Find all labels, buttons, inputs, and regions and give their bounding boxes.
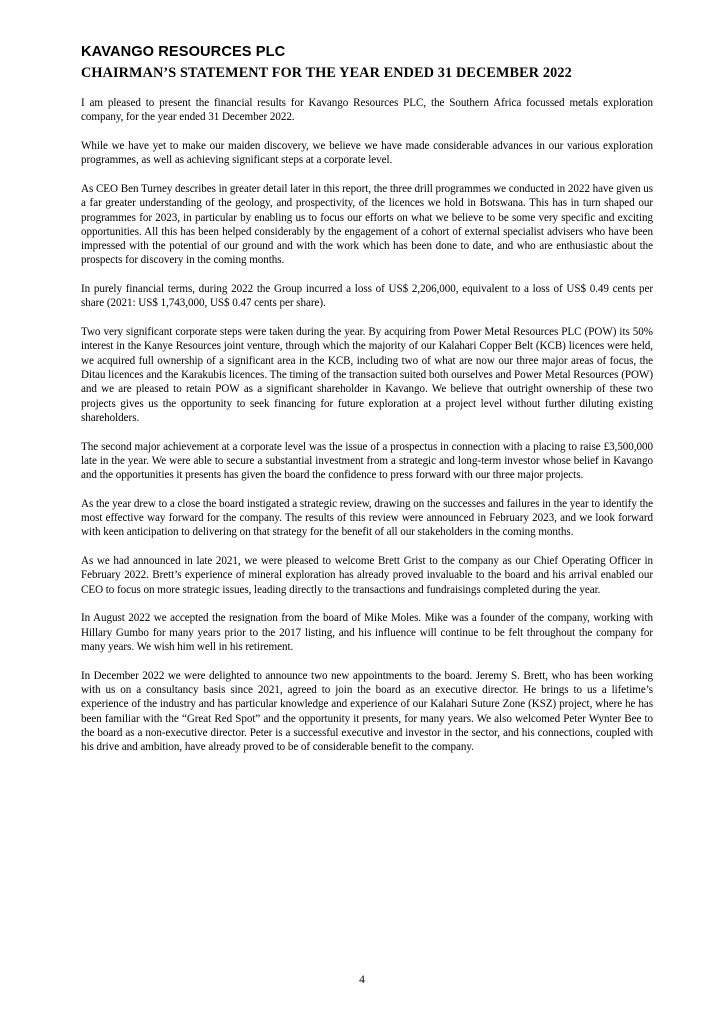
- statement-body: [81, 96, 653, 755]
- document-page: [81, 43, 653, 769]
- paragraph-strategic-review: As the year drew to a close the board instigated a strategic review, drawing on the successes and failures in the year to identify the most effective way forward for the company. The results of this review were announced in February 2023, and we look forward with keen anticipation to delivering on that strategy for the benefit of all our stakeholders in the coming months.: [81, 497, 653, 539]
- paragraph-resignation: In August 2022 we accepted the resignation from the board of Mike Moles. Mike was a founder of the company, working with Hillary Gumbo for many years prior to the 2017 listing, and his influence will continue to be felt throughout the company for many years. We wish him well in his retirement.: [81, 612, 653, 654]
- paragraph-new-appointments: In December 2022 we were delighted to announce two new appointments to the board. Jeremy S. Brett, who has been working with us on a consultancy basis since 2021, agreed to join the board as an executive director. He brings to us a lifetime’s experience of the industry and has particular knowledge and experience of our Kalahari Suture Zone (KSZ) project, where he has been familiar with the “Great Red Spot” and the opportunity it presents, for many years. We also welcomed Peter Wynter Bee to the board as a non-executive director. Peter is a successful executive and investor in the sector, and his connections, coupled with his drive and ambition, have already proved to be of considerable benefit to the company.: [81, 669, 653, 754]
- document-title: CHAIRMAN’S STATEMENT FOR THE YEAR ENDED 31 DECEMBER 2022: [81, 65, 572, 81]
- paragraph-drill-programmes: As CEO Ben Turney describes in greater detail later in this report, the three drill programmes we conducted in 2022 have given us a far greater understanding of the geology, and prospectivity, of the licences we hold in Botswana. This has in turn shaped our programmes for 2023, in particular by enabling us to focus our efforts on what we believe to be some very specific and exciting opportunities. All this has been helped considerably by the engagement of a cohort of external specialist advisers who have been impressed with the potential of our ground and with the work which has been done to date, and who are enthusiastic about the prospects for discovery in the coming months.: [81, 182, 653, 267]
- paragraph-discovery: While we have yet to make our maiden discovery, we believe we have made considerable advances in our various exploration programmes, as well as achieving significant steps at a corporate level.: [81, 139, 653, 167]
- page-number: 4: [359, 974, 365, 986]
- paragraph-coo-appointment: As we had announced in late 2021, we were pleased to welcome Brett Grist to the company as our Chief Operating Officer in February 2022. Brett’s experience of mineral exploration has already proved invaluable to the board and his arrival enabled our CEO to focus on more strategic issues, leading directly to the transactions and fundraisings completed during the year.: [81, 555, 653, 596]
- paragraph-financial-results: In purely financial terms, during 2022 the Group incurred a loss of US$ 2,206,000, equivalent to a loss of US$ 0.49 cents per share (2021: US$ 1,743,000, US$ 0.47 cents per share).: [81, 283, 653, 310]
- paragraph-prospectus: The second major achievement at a corporate level was the issue of a prospectus in connection with a placing to raise £3,500,000 late in the year. We were able to secure a substantial investment from a strategic and long-term investor whose belief in Kavango and the opportunities it presents has given the board the confidence to press forward with our three major projects.: [81, 440, 653, 482]
- paragraph-corporate-steps: Two very significant corporate steps were taken during the year. By acquiring from Power Metal Resources PLC (POW) its 50% interest in the Kanye Resources joint venture, through which the majority of our Kalahari Copper Belt (KCB) licences were held, we acquired full ownership of a significant area in the KCB, including two of what are now our three major areas of focus, the Ditau licences and the Karakubis licences. The timing of the transaction suited both ourselves and Power Metal Resources (POW) and we are pleased to retain POW as a significant shareholder in Kavango. We believe that outright ownership of these two projects gives us the opportunity to seek financing for future exploration at a project level without further diluting existing shareholders.: [81, 326, 653, 424]
- company-name: KAVANGO RESOURCES PLC: [81, 44, 286, 60]
- paragraph-intro: I am pleased to present the financial results for Kavango Resources PLC, the Southern Africa focussed metals exploration company, for the year ended 31 December 2022.: [81, 97, 653, 124]
